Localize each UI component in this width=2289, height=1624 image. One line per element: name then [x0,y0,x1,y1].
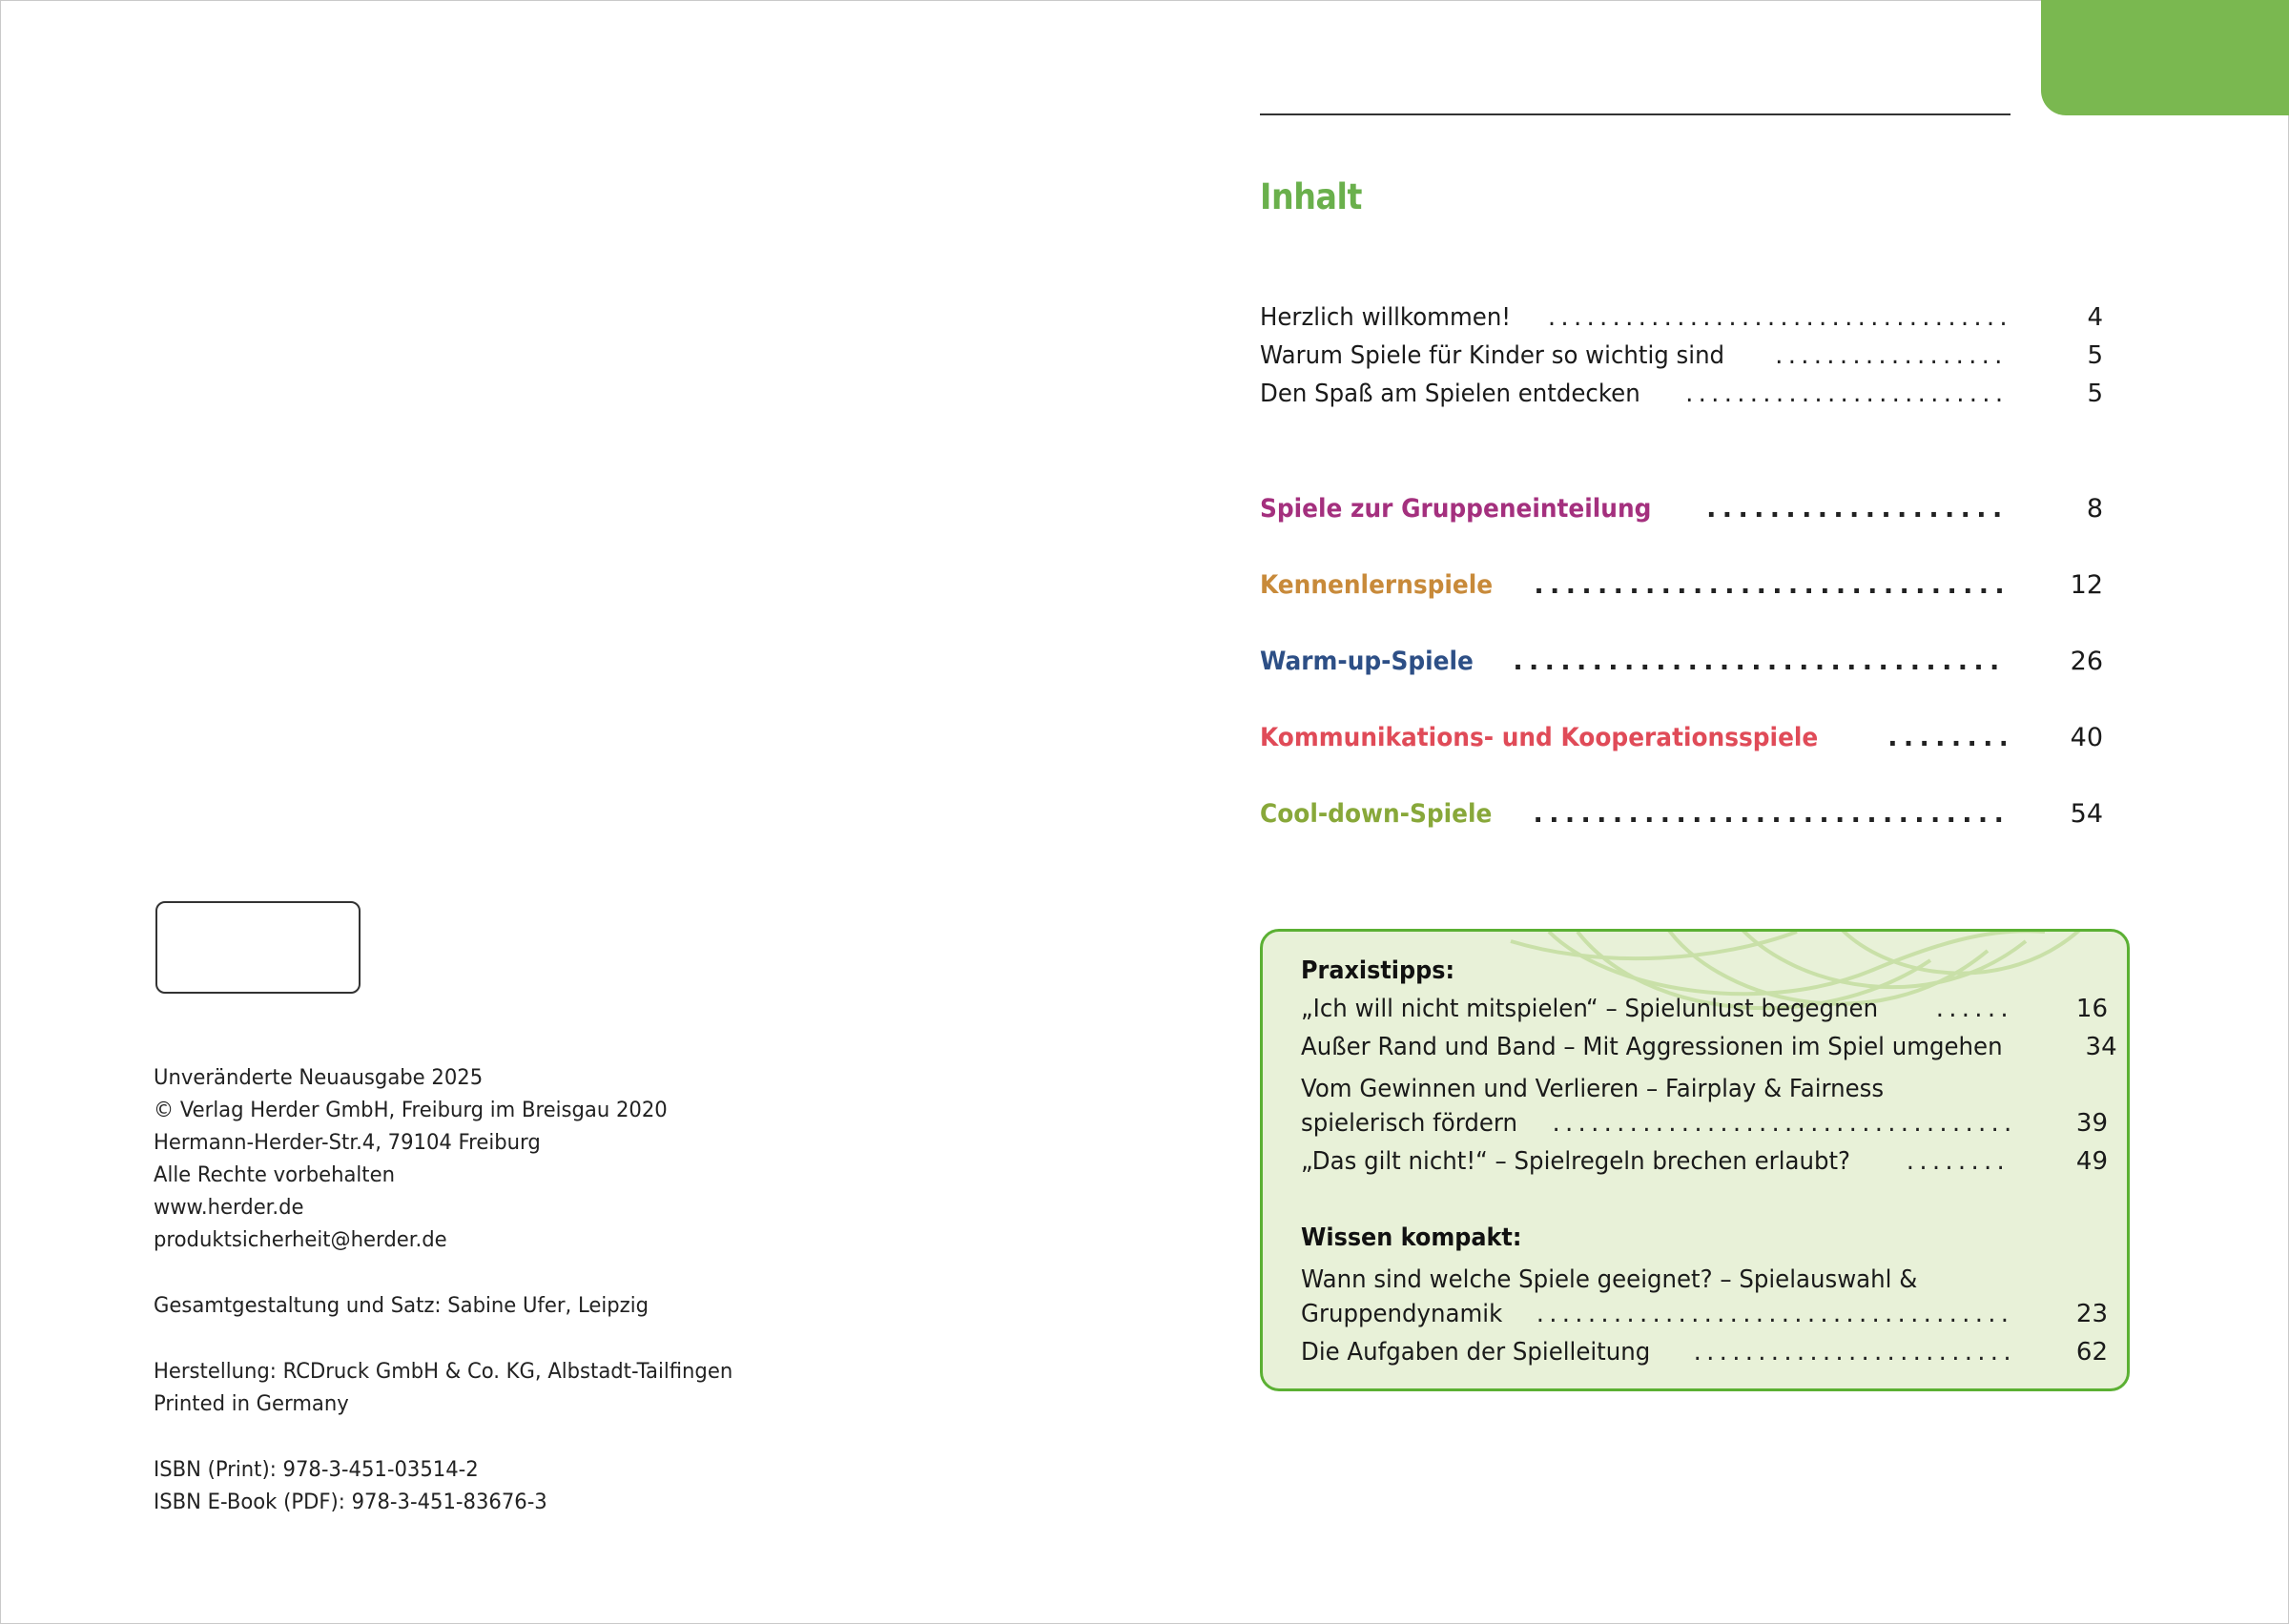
empty-stamp-box [155,901,361,994]
toc-section-page: 26 [2070,647,2103,676]
chapter-tab [2041,0,2289,115]
top-rule [1260,113,2011,115]
leader-dots [1534,799,2006,829]
leader-dots [1936,995,2011,1023]
imprint-email[interactable]: produktsicherheit@herder.de [154,1228,447,1252]
wissen-entry-label: Die Aufgaben der Spielleitung [1301,1338,1651,1367]
toc-section-label: Spiele zur Gruppeneinteilung [1260,494,1652,524]
wissen-heading: Wissen kompakt: [1301,1223,1522,1252]
leader-dots [1548,303,2006,332]
praxis-entry[interactable] [1301,995,2108,1033]
leader-dots [1706,494,2006,524]
leader-dots [1887,723,2006,752]
toc-section-page: 40 [2070,723,2103,752]
praxis-entry-page: 34 [2085,1033,2117,1061]
toc-entry[interactable] [1260,303,2103,341]
wissen-entry-page: 62 [2075,1338,2108,1367]
praxis-entry-label: Außer Rand und Band – Mit Aggressionen im Spiel umgehen [1301,1033,2003,1061]
toc-heading: Inhalt [1260,176,1362,217]
praxis-entry-label: „Das gilt nicht!“ – Spielregeln brechen erlaubt? [1301,1147,1851,1176]
leader-dots [1775,341,2006,370]
toc-section-cooldown[interactable] [1260,799,2103,837]
toc-section-gruppeneinteilung[interactable] [1260,494,2103,532]
wissen-entry-label-line1: Wann sind welche Spiele geeignet? – Spielauswahl & [1301,1265,1918,1294]
praxis-entry[interactable] [1301,1147,2108,1185]
toc-section-label: Warm-up-Spiele [1260,647,1474,676]
praxis-entry-page: 49 [2075,1147,2108,1176]
toc-section-label: Cool-down-Spiele [1260,799,1493,829]
toc-section-page: 54 [2070,799,2103,829]
toc-section-label: Kennenlernspiele [1260,570,1494,600]
toc-entry-label: Den Spaß am Spielen entdecken [1260,380,1640,408]
imprint-isbn-ebook: ISBN E-Book (PDF): 978-3-451-83676-3 [154,1490,547,1514]
tips-box [1260,929,2130,1391]
toc-section-label: Kommunikations- und Kooperationsspiele [1260,723,1819,752]
leader-dots [1907,1147,2011,1176]
leader-dots [1694,1338,2011,1367]
praxis-entry-label-line1: Vom Gewinnen und Verlieren – Fairplay & Fairness [1301,1075,1885,1103]
toc-entry[interactable] [1260,341,2103,380]
toc-section-warmup[interactable] [1260,647,2103,685]
toc-entry-page: 5 [2087,341,2103,370]
praxis-entry-label: „Ich will nicht mitspielen“ – Spielunlust begegnen [1301,995,1879,1023]
praxis-entry[interactable] [1301,1109,2108,1147]
leader-dots [1536,1300,2011,1328]
toc-section-kennenlernspiele[interactable] [1260,570,2103,608]
toc-entry-label: Warum Spiele für Kinder so wichtig sind [1260,341,1725,370]
wissen-entry-page: 23 [2075,1300,2108,1328]
imprint-production: Herstellung: RCDruck GmbH & Co. KG, Albstadt-Tailfingen [154,1360,733,1384]
leader-dots [1553,1109,2011,1138]
leader-dots [1534,570,2006,600]
imprint-isbn-print: ISBN (Print): 978-3-451-03514-2 [154,1458,479,1482]
imprint-edition: Unveränderte Neuausgabe 2025 [154,1066,484,1090]
toc-section-page: 8 [2086,494,2103,524]
toc-entry-label: Herzlich willkommen! [1260,303,1512,332]
leader-dots [1685,380,2006,408]
praxis-entry-label: spielerisch fördern [1301,1109,1518,1138]
toc-entry[interactable] [1260,380,2103,418]
praxis-entry-page: 39 [2075,1109,2108,1138]
toc-entry-page: 4 [2087,303,2103,332]
imprint-address: Hermann-Herder-Str.4, 79104 Freiburg [154,1131,541,1155]
imprint-printed: Printed in Germany [154,1392,349,1416]
praxis-entry[interactable] [1301,1033,2117,1071]
imprint-design: Gesamtgestaltung und Satz: Sabine Ufer, Leipzig [154,1294,649,1318]
toc-section-kommunikation[interactable] [1260,723,2103,761]
imprint-website[interactable]: www.herder.de [154,1196,304,1220]
imprint-copyright: © Verlag Herder GmbH, Freiburg im Breisgau 2020 [154,1099,668,1122]
wissen-entry[interactable] [1301,1338,2108,1376]
wissen-entry-label: Gruppendynamik [1301,1300,1503,1328]
toc-entry-page: 5 [2087,380,2103,408]
praxis-entry-page: 16 [2075,995,2108,1023]
imprint-rights: Alle Rechte vorbehalten [154,1163,395,1187]
wissen-entry[interactable] [1301,1300,2108,1338]
leader-dots [1513,647,2006,676]
toc-section-page: 12 [2070,570,2103,600]
praxistipps-heading: Praxistipps: [1301,956,1455,985]
